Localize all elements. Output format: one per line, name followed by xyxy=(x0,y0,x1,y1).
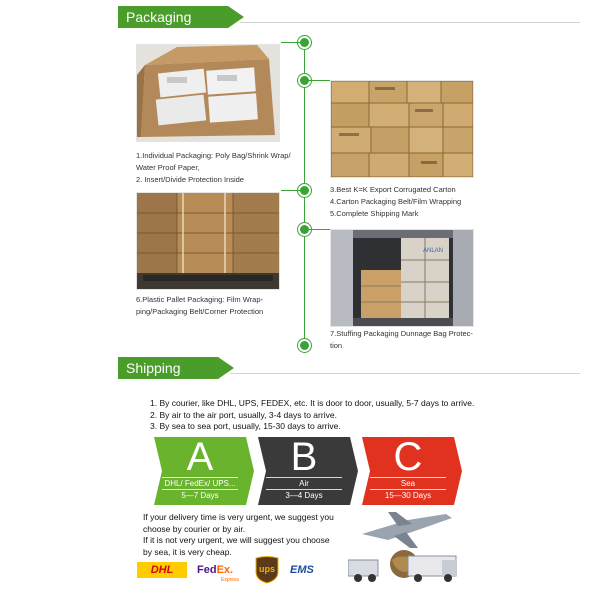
caption-line: 5.Complete Shipping Mark xyxy=(330,209,419,218)
caption-line: 2. Insert/Divide Protection Inside xyxy=(136,175,244,184)
container-image xyxy=(331,230,473,326)
caption-line: 7.Stuffing Packaging Dunnage Bag Protec- xyxy=(330,329,473,338)
caption-line: 6.Plastic Pallet Packaging: Film Wrap- xyxy=(136,295,263,304)
packaging-header xyxy=(118,6,228,28)
shipping-methods-list xyxy=(150,398,474,433)
shipping-line: 3. By sea to sea port, usually, 15-30 days to arrive. xyxy=(150,421,341,431)
photo-export-cartons xyxy=(330,80,474,178)
shipping-title: Shipping xyxy=(126,360,181,376)
stamp-text: ANLAN xyxy=(423,248,444,254)
card-letter: A xyxy=(186,435,214,479)
card-days: 15—30 Days xyxy=(384,491,432,500)
dhl-logo-text: DHL xyxy=(150,564,174,576)
card-letter: C xyxy=(393,435,423,479)
shipping-line: 1. By courier, like DHL, UPS, FEDEX, etc. It is door to door, usually, 5-7 days to arrive. xyxy=(150,398,475,408)
card-days: 3—4 Days xyxy=(285,491,323,500)
timeline-connector xyxy=(281,190,301,191)
caption-line: 4.Carton Packaging Belt/Film Wrapping xyxy=(330,197,462,206)
timeline-connector xyxy=(281,42,301,43)
photo-container-stuffing xyxy=(330,229,474,327)
caption-line: 3.Best K=K Export Corrugated Carton xyxy=(330,185,456,194)
advice-line: by sea, it is very cheap. xyxy=(143,546,232,557)
shipping-header xyxy=(118,357,218,379)
caption-line: ping/Packaging Belt/Corner Protection xyxy=(136,307,264,316)
ems-logo xyxy=(290,562,332,578)
card-name: DHL/ FedEx/ UPS... xyxy=(162,477,238,490)
pallet-image xyxy=(137,193,279,289)
photo-individual-packaging xyxy=(136,44,280,142)
photo-pallet-packaging xyxy=(136,192,280,290)
shipping-header-rule xyxy=(230,373,580,374)
caption-export-cartons xyxy=(330,184,461,220)
advice-line: choose by courier or by air. xyxy=(143,523,246,534)
timeline-dot xyxy=(298,339,311,352)
card-name: Sea xyxy=(370,477,446,490)
plane-truck-globe-image xyxy=(348,510,460,586)
caption-line: 1.Individual Packaging: Poly Bag/Shrink Wrap/ xyxy=(136,151,291,160)
shipping-card-air xyxy=(258,437,350,505)
fedex-logo-sub: Express xyxy=(221,577,240,583)
packaging-header-rule xyxy=(240,22,580,23)
open-carton-image xyxy=(137,45,279,141)
shipping-advice xyxy=(143,512,334,558)
advice-line: If it is not very urgent, we will suggest you choose xyxy=(143,535,330,545)
ems-logo-text: EMS xyxy=(290,564,314,576)
card-days: 5—7 Days xyxy=(181,491,219,500)
shipping-card-courier xyxy=(154,437,246,505)
shipping-card-sea xyxy=(362,437,454,505)
ups-logo-text: ups xyxy=(258,564,275,574)
advice-line: If your delivery time is very urgent, we suggest you xyxy=(143,512,334,522)
ups-logo xyxy=(254,556,280,584)
fedex-logo xyxy=(197,560,243,582)
packaging-title: Packaging xyxy=(126,9,192,25)
shipping-line: 2. By air to the air port, usually, 3-4 days to arrive. xyxy=(150,409,337,420)
dhl-logo xyxy=(137,562,187,578)
stacked-cartons-image xyxy=(331,81,473,177)
caption-line: Water Proof Paper, xyxy=(136,163,200,172)
caption-container-stuffing xyxy=(330,328,473,352)
timeline-connector xyxy=(308,229,330,230)
card-letter: B xyxy=(290,435,318,479)
caption-line: tion xyxy=(330,341,343,350)
caption-pallet-packaging xyxy=(136,294,263,318)
transport-illustration xyxy=(348,510,460,586)
timeline-connector xyxy=(308,80,330,81)
fedex-logo-ex: Ex. xyxy=(216,564,234,576)
fedex-logo-fed: Fed xyxy=(197,564,217,576)
caption-individual-packaging xyxy=(136,150,291,186)
card-name: Air xyxy=(266,477,342,490)
